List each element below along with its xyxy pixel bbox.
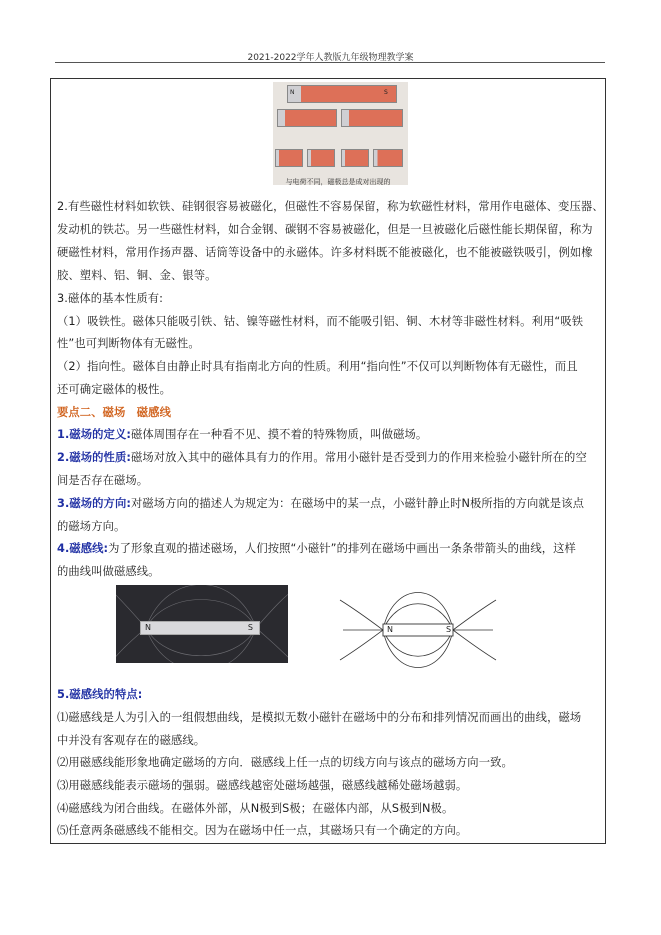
features-title (57, 684, 609, 706)
bar-magnet (140, 621, 260, 635)
page-header: 2021-2022学年人教版九年级物理教学案 (247, 53, 414, 63)
magnet-quarter (341, 149, 369, 167)
feature-item: ⑷磁感线为闭合曲线。在磁体外部，从N极到S极；在磁体内部，从S极到N极。 (57, 802, 454, 815)
magnet-quarter (307, 149, 335, 167)
definition-text: 磁体周围存在一种看不见、摸不着的特殊物质，叫做磁场。 (130, 428, 428, 441)
section-title: 要点二、磁场 磁感线 (57, 406, 171, 419)
magnet-whole (287, 85, 397, 103)
feature-item: 中并没有客观存在的磁感线。 (57, 734, 206, 747)
feature-item: ⑶用磁感线能表示磁场的强弱。磁感线越密处磁场越强，磁感线越稀处磁场越弱。 (57, 779, 468, 792)
feature-item: ⑵用磁感线能形象地确定磁场的方向．磁感线上任一点的切线方向与该点的磁场方向一致。 (57, 756, 513, 769)
field-line-diagram (338, 590, 498, 670)
magnet-half-right (341, 109, 403, 127)
definition-text: 磁场对放入其中的磁体具有力的作用。常用小磁针是否受到力的作用来检验小磁针所在的空 (130, 451, 587, 464)
pole-label-s: S (247, 623, 253, 632)
keyword: 5.磁感线的特点: (57, 688, 143, 701)
diagram-label-n: N (387, 625, 393, 634)
definition-row (57, 424, 609, 446)
definition-row (57, 493, 609, 515)
paragraph: 的曲线叫做磁感线。 (57, 565, 160, 578)
definition-text: 为了形象直观的描述磁场，人们按照“小磁针”的排列在磁场中画出一条条带箭头的曲线，这样 (108, 542, 576, 555)
diagram-label-s: S (446, 625, 452, 634)
magnet-half-left (277, 109, 337, 127)
definition-row (57, 447, 609, 469)
paragraph: （1）吸铁性。磁体只能吸引铁、钴、镍等磁性材料，而不能吸引铝、铜、木材等非磁性材料。利用“吸铁 (57, 315, 584, 328)
paragraph: 发动机的铁芯。另一些磁性材料，如合金钢、碳钢不容易被磁化，但是一旦被磁化后磁性能长期保留，称为 (57, 223, 593, 236)
pole-label-n: N (290, 89, 295, 96)
keyword: 3.磁场的方向: (57, 497, 131, 510)
paragraph: 还可确定磁体的极性。 (57, 383, 171, 396)
magnet-quarter (373, 149, 403, 167)
paragraph: （2）指向性。磁体自由静止时具有指南北方向的性质。利用“指向性”不仅可以判断物体有无磁性，而且 (57, 360, 578, 373)
feature-item: ⑸任意两条磁感线不能相交。因为在磁场中任一点，其磁场只有一个确定的方向。 (57, 824, 468, 837)
magnet-figure (273, 82, 408, 185)
paragraph: 硬磁性材料，常用作扬声器、话筒等设备中的永磁体。许多材料既不能被磁化，也不能被磁铁吸引，例如橡 (57, 246, 593, 259)
figure-caption: 与电荷不同，磁极总是成对出现的 (285, 178, 391, 186)
paragraph: 间是否存在磁场。 (57, 474, 149, 487)
paragraph: 的磁场方向。 (57, 520, 126, 533)
keyword: 1.磁场的定义: (57, 428, 131, 441)
feature-item: ⑴磁感线是人为引入的一组假想曲线，是模拟无数小磁针在磁场中的分布和排列情况而画出的曲线，磁场 (57, 711, 582, 724)
magnet-quarter (275, 149, 303, 167)
definition-text: 对磁场方向的描述人为规定为：在磁场中的某一点，小磁针静止时N极所指的方向就是该点 (130, 497, 585, 510)
paragraph: 2.有些磁性材料如软铁、硅钢很容易被磁化，但磁性不容易保留，称为软磁性材料，常用作电磁体、变压器、 (57, 200, 604, 213)
paragraph: 3.磁体的基本性质有: (57, 292, 164, 305)
keyword: 2.磁场的性质: (57, 451, 131, 464)
paragraph: 性”也可判断物体有无磁性。 (57, 337, 200, 350)
iron-filings-photo (116, 585, 288, 663)
definition-row (57, 538, 609, 560)
pole-label-n: N (145, 623, 151, 632)
paragraph: 胶、塑料、铝、铜、金、银等。 (57, 269, 217, 282)
pole-label-s: S (384, 89, 388, 96)
header-rule (55, 62, 605, 63)
keyword: 4.磁感线: (57, 542, 109, 555)
